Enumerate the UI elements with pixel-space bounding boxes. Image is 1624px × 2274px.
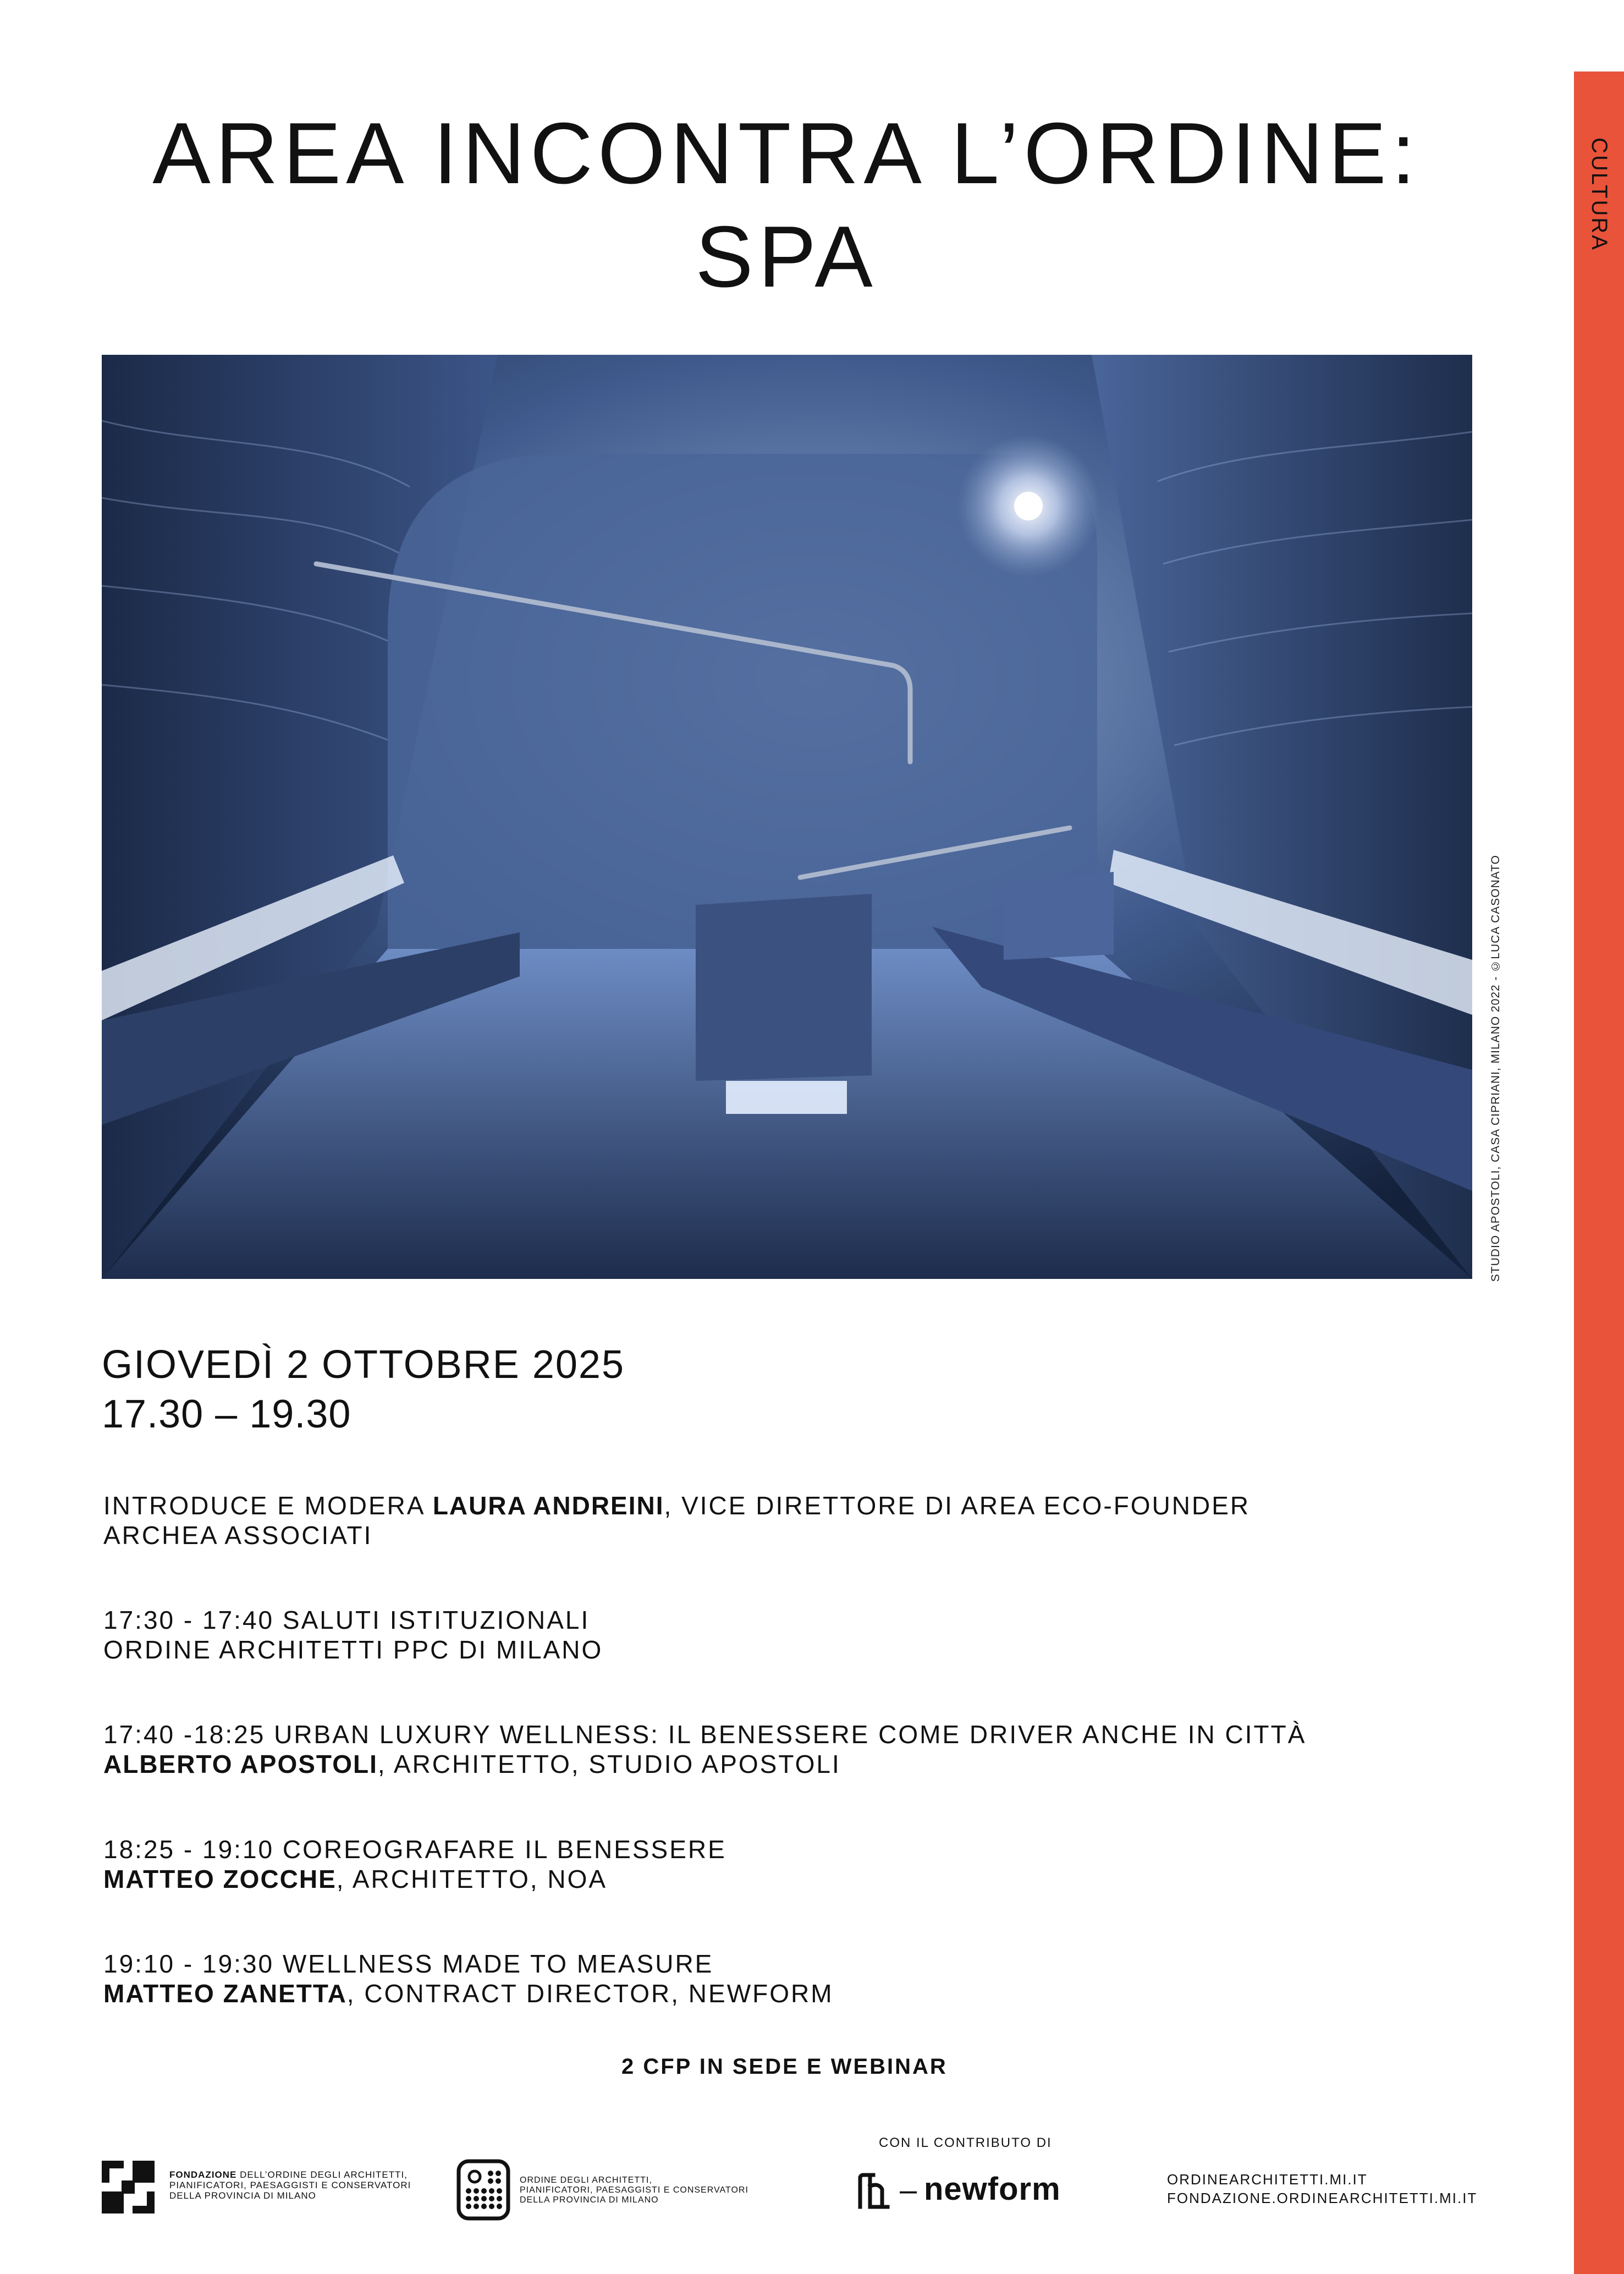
fondazione-line-3: DELLA PROVINCIA DI MILANO (169, 2190, 316, 2201)
sponsor-label: CON IL CONTRIBUTO DI (879, 2135, 1052, 2150)
program-item (103, 1834, 1511, 1894)
fondazione-name (169, 2169, 411, 2201)
event-date: GIOVEDÌ 2 OTTOBRE 2025 (102, 1343, 625, 1387)
page-title (66, 102, 1507, 309)
ordine-logo-icon (456, 2159, 510, 2221)
credits-note: 2 CFP IN SEDE E WEBINAR (621, 2055, 948, 2079)
title-line-2: SPA (695, 208, 878, 305)
program-detail-line (103, 1635, 1511, 1665)
intro-suffix: , VICE DIRETTORE DI AREA ECO-FOUNDER (664, 1491, 1251, 1520)
sponsor-dash: – (900, 2172, 917, 2207)
speaker-name: ALBERTO APOSTOLI (103, 1750, 378, 1778)
speaker-name: MATTEO ZOCCHE (103, 1865, 337, 1893)
side-accent-band (1574, 72, 1624, 2274)
program-item (103, 1720, 1511, 1779)
speaker-name: MATTEO ZANETTA (103, 1979, 347, 2008)
newform-mark-icon (857, 2173, 891, 2209)
moderator-name: LAURA ANDREINI (432, 1491, 664, 1520)
program-item (103, 1949, 1511, 2008)
photo-credit (1485, 814, 1507, 1282)
intro-block (103, 1491, 1511, 1550)
ordine-name (520, 2176, 748, 2205)
speaker-detail: , ARCHITETTO, NOA (336, 1865, 608, 1893)
program-slot: 17:40 -18:25 URBAN LUXURY WELLNESS: IL BENESSERE COME DRIVER ANCHE IN CITTÀ (103, 1720, 1307, 1749)
event-time: 17.30 – 19.30 (102, 1392, 351, 1436)
intro-prefix: INTRODUCE E MODERA (103, 1491, 433, 1520)
speaker-detail: ORDINE ARCHITETTI PPC DI MILANO (103, 1635, 603, 1664)
fondazione-bold: FONDAZIONE (169, 2169, 237, 2180)
program-detail-line (103, 1749, 1511, 1779)
speaker-detail: , CONTRACT DIRECTOR, NEWFORM (346, 1979, 834, 2008)
sponsor-name: newform (924, 2171, 1061, 2207)
program-detail-line (103, 1864, 1511, 1894)
side-tab (1574, 138, 1624, 281)
site-link-ordine[interactable]: ORDINEARCHITETTI.MI.IT (1167, 2171, 1368, 2188)
fondazione-rest: DELL’ORDINE DEGLI ARCHITETTI, (236, 2169, 408, 2180)
intro-line-2: ARCHEA ASSOCIATI (103, 1521, 373, 1550)
side-tab-label: CULTURA (1587, 138, 1611, 251)
program-item (103, 1605, 1511, 1665)
website-links (1167, 2170, 1477, 2207)
program-slot: 17:30 - 17:40 SALUTI ISTITUZIONALI (103, 1606, 590, 1634)
spa-photo (102, 355, 1472, 1279)
site-link-fondazione[interactable]: FONDAZIONE.ORDINEARCHITETTI.MI.IT (1167, 2190, 1478, 2206)
intro-line-1 (103, 1491, 1511, 1520)
photo-credit-text: STUDIO APOSTOLI, CASA CIPRIANI, MILANO 2022 - ©LUCA CASONATO (1489, 854, 1502, 1282)
fondazione-line-1 (169, 2169, 411, 2180)
fondazione-line-2: PIANIFICATORI, PAESAGGISTI E CONSERVATORI (169, 2180, 411, 2190)
ordine-line-3: DELLA PROVINCIA DI MILANO (520, 2195, 659, 2205)
spa-interior-illustration (102, 355, 1472, 1279)
program-slot: 19:10 - 19:30 WELLNESS MADE TO MEASURE (103, 1949, 714, 1978)
speaker-detail: , ARCHITETTO, STUDIO APOSTOLI (377, 1750, 841, 1778)
ordine-line-2: PIANIFICATORI, PAESAGGISTI E CONSERVATORI (520, 2185, 748, 2195)
fondazione-logo-icon (102, 2161, 155, 2213)
program-slot: 18:25 - 19:10 COREOGRAFARE IL BENESSERE (103, 1835, 726, 1864)
program-detail-line (103, 1979, 1511, 2008)
ordine-line-1: ORDINE DEGLI ARCHITETTI, (520, 2176, 652, 2185)
title-line-1: AREA INCONTRA L’ORDINE: (152, 105, 1421, 202)
